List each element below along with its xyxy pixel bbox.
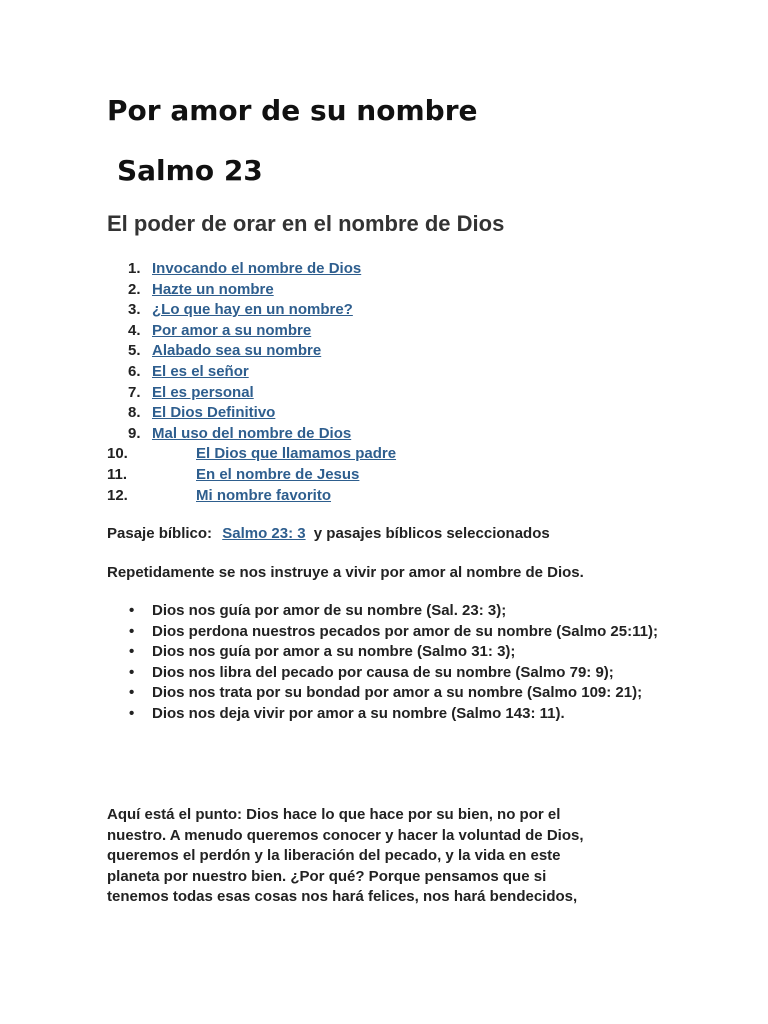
bullet-icon: •	[129, 704, 135, 722]
bullet-icon: •	[129, 663, 135, 681]
toc-link[interactable]: El es personal	[152, 383, 254, 401]
toc-number: 10.	[107, 445, 128, 463]
list-item-text: Dios nos guía por amor a su nombre (Salmo 31: 3);	[152, 643, 516, 661]
toc-number: 1.	[128, 260, 141, 277]
toc-number: 7.	[128, 383, 141, 401]
bullet-icon: •	[129, 622, 135, 640]
list-item-text: Dios nos guía por amor de su nombre (Sal. 23: 3);	[152, 602, 507, 619]
bullet-list	[107, 601, 667, 725]
list-item-text: Dios nos libra del pecado por causa de su nombre (Salmo 79: 9);	[152, 663, 614, 681]
bullet-icon: •	[129, 684, 135, 702]
intro-paragraph: Repetidamente se nos instruye a vivir por amor al nombre de Dios.	[107, 564, 584, 581]
toc-link[interactable]: En el nombre de Jesus	[196, 465, 360, 483]
toc-link[interactable]: Hazte un nombre	[152, 280, 274, 298]
toc-link[interactable]: Por amor a su nombre	[152, 321, 312, 339]
list-item-text: Dios nos trata por su bondad por amor a su nombre (Salmo 109: 21);	[152, 684, 643, 702]
toc-number: 5.	[128, 342, 141, 360]
toc-number: 3.	[128, 301, 141, 319]
list-item	[107, 642, 667, 663]
bullet-icon: •	[129, 643, 135, 661]
list-item	[107, 683, 667, 704]
list-item	[107, 704, 667, 725]
toc-link[interactable]: Mi nombre favorito	[196, 486, 332, 504]
passage-line	[107, 524, 550, 545]
toc-link[interactable]: Mal uso del nombre de Dios	[152, 424, 352, 442]
section-heading: El poder de orar en el nombre de Dios	[107, 211, 505, 236]
list-item-text: Dios perdona nuestros pecados por amor de su nombre (Salmo 25:11);	[152, 622, 658, 640]
paragraph-line: queremos el perdón y la liberación del pecado, y la vida en este	[107, 847, 561, 865]
toc-link[interactable]: El Dios que llamamos padre	[196, 445, 397, 463]
closing-paragraph	[107, 805, 667, 908]
passage-prefix: Pasaje bíblico:	[107, 525, 213, 542]
toc-number: 4.	[128, 321, 141, 339]
document-subtitle: Salmo 23	[117, 154, 263, 187]
list-item	[107, 601, 667, 622]
toc-number: 8.	[128, 404, 141, 422]
toc-number: 6.	[128, 362, 141, 380]
toc-link[interactable]: El es el señor	[152, 362, 249, 380]
passage-suffix: y pasajes bíblicos seleccionados	[313, 525, 550, 542]
toc-number: 2.	[128, 280, 141, 298]
paragraph-line: nuestro. A menudo queremos conocer y hacer la voluntad de Dios,	[107, 826, 584, 844]
toc-number: 9.	[128, 424, 141, 442]
paragraph-line: tenemos todas esas cosas nos hará felices, nos hará bendecidos,	[107, 888, 578, 906]
toc-number: 11.	[107, 465, 128, 483]
toc-number: 12.	[107, 486, 128, 504]
toc-link[interactable]: ¿Lo que hay en un nombre?	[152, 301, 353, 319]
list-item	[107, 663, 667, 684]
document-title: Por amor de su nombre	[107, 94, 478, 127]
list-item-text: Dios nos deja vivir por amor a su nombre (Salmo 143: 11).	[152, 704, 565, 722]
paragraph-line: Aquí está el punto: Dios hace lo que hace por su bien, no por el	[107, 806, 561, 823]
toc-link[interactable]: Alabado sea su nombre	[152, 342, 322, 360]
bullet-icon: •	[129, 602, 135, 619]
list-item	[107, 622, 667, 643]
paragraph-line: planeta por nuestro bien. ¿Por qué? Porque pensamos que si	[107, 867, 547, 885]
passage-link[interactable]: Salmo 23: 3	[222, 525, 306, 542]
toc-link[interactable]: Invocando el nombre de Dios	[152, 260, 362, 277]
toc-link[interactable]: El Dios Definitivo	[152, 404, 276, 422]
